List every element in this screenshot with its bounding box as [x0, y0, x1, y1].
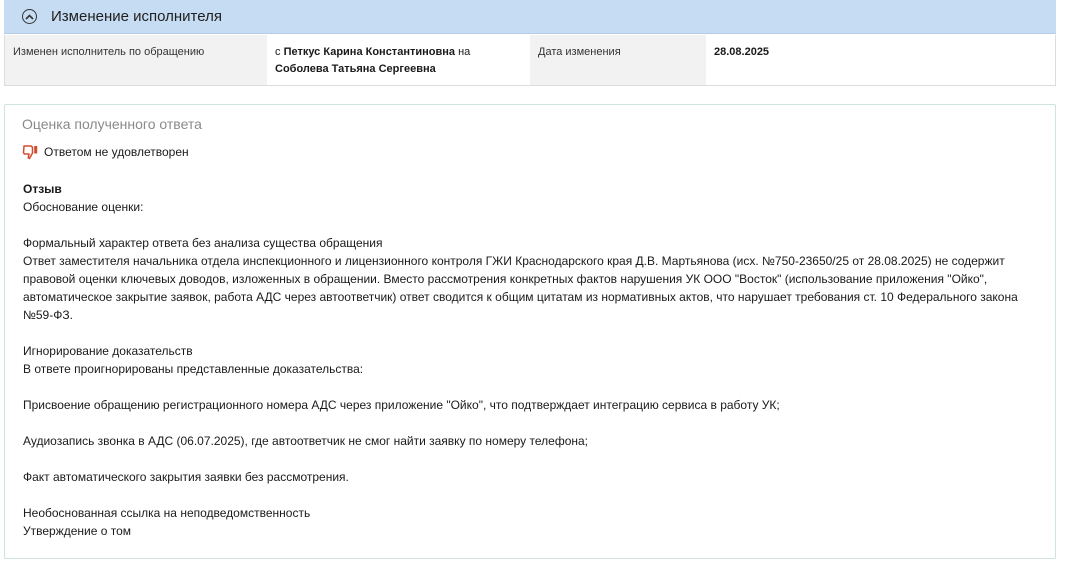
review-line: Необоснованная ссылка на неподведомственность: [23, 506, 311, 520]
review-line: В ответе проигнорированы представленные доказательства:: [23, 362, 364, 376]
review-heading: Отзыв: [23, 182, 62, 196]
review-line: Факт автоматического закрытия заявки без рассмотрения.: [23, 470, 349, 484]
review-line: Игнорирование доказательств: [23, 344, 193, 358]
review-line: Ответ заместителя начальника отдела инспекционного и лицензионного контроля ГЖИ Краснодарского края Д.В. Мартьянова (исх. №750-23650/25 от 28.08.2025) не содержит правовой оценки ключевых доводов, изложенных в обращении. Вместо рассмотрения конкретных фактов нарушения УК ООО "Восток" (использование приложения "Ойко", автоматическое закрытие заявок, работа АДС через автоответчик) ответ сводится к общим цитатам из нормативных актов, что нарушает требования ст. 10 Федерального закона №59-ФЗ.: [23, 254, 1018, 322]
previous-executor-name: Петкус Карина Константиновна: [283, 46, 455, 58]
review-block: [23, 180, 1033, 540]
review-line: Утверждение о том: [23, 524, 132, 538]
review-line: Аудиозапись звонка в АДС (06.07.2025), где автоответчик не смог найти заявку по номеру телефона;: [23, 434, 588, 448]
change-date-value: 28.08.2025: [706, 35, 1055, 85]
section-header[interactable]: [4, 0, 1056, 34]
rating-title: Оценка полученного ответа: [22, 116, 202, 132]
thumbs-down-icon: [22, 144, 40, 160]
executor-change-value: [267, 35, 530, 85]
executor-change-table: [4, 35, 1056, 86]
from-prefix: с: [275, 46, 281, 58]
review-line: Обоснование оценки:: [23, 200, 144, 214]
answer-rating-panel: [4, 104, 1056, 559]
collapse-chevron-up-icon[interactable]: [22, 9, 37, 24]
rating-status-text: Ответом не удовлетворен: [44, 145, 189, 159]
section-title: Изменение исполнителя: [51, 8, 222, 25]
review-line: Формальный характер ответа без анализа существа обращения: [23, 236, 383, 250]
rating-status: [22, 144, 189, 160]
review-line: Присвоение обращению регистрационного номера АДС через приложение "Ойко", что подтверждает интеграцию сервиса в работу УК;: [23, 398, 780, 412]
change-date-label: Дата изменения: [530, 35, 706, 85]
to-word: на: [458, 46, 471, 58]
new-executor-name: Соболева Татьяна Сергеевна: [275, 63, 436, 75]
executor-change-label: Изменен исполнитель по обращению: [5, 35, 267, 85]
